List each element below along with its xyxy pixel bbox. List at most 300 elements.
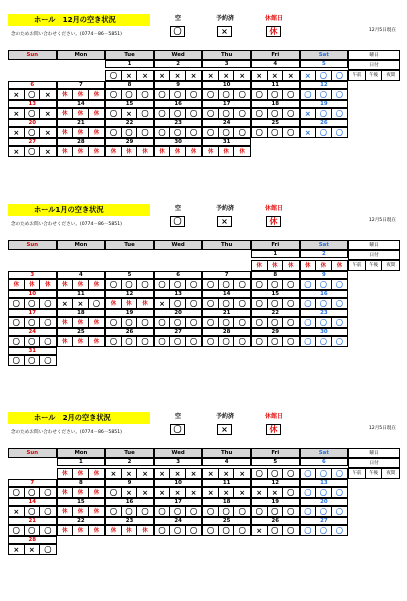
date-cell: 4 [251,60,300,68]
closed-mark: 休 [58,90,74,100]
date-cell [251,536,300,544]
date-cell: 2 [105,458,154,466]
slot-cell [202,336,251,347]
closed-mark: 休 [252,261,268,271]
month-title: ホール 12月の空き状況 [8,14,150,26]
slot-cell [57,468,106,479]
month-title: ホール 2月の空き状況 [8,412,150,424]
vacant-mark: 〇 [301,507,317,517]
side-date-label: 日付 [348,250,400,260]
vacant-mark: 〇 [203,90,219,100]
date-cell: 14 [57,100,106,108]
weekday-header: Sun [8,448,57,458]
vacant-mark: 〇 [170,280,186,290]
vacant-mark: 〇 [238,527,246,535]
weekday-header: Thu [202,50,251,60]
date-cell: 30 [154,138,203,146]
slot-cell [202,279,251,290]
date-cell: 6 [154,271,203,279]
vacant-mark: 〇 [141,281,149,289]
side-slot-labels [348,468,400,479]
date-cell [105,536,154,544]
closed-mark: 休 [58,318,74,328]
vacant-mark: 〇 [25,109,41,119]
vacant-mark: 〇 [268,337,284,347]
side-am-label: 午前 [349,261,366,271]
date-cell: 23 [105,517,154,525]
vacant-mark: 〇 [252,318,268,328]
contact-note: 念のためお問い合わせください。(0774－86－5851) [11,430,122,435]
vacant-mark: 〇 [106,109,122,119]
weekday-header: Mon [57,448,106,458]
vacant-mark: 〇 [190,281,198,289]
slot-cell [202,468,251,479]
weekday-header: Tue [105,240,154,250]
legend-closed-box: 休 [266,424,281,435]
reserved-mark: × [203,469,219,479]
slot-cell [105,317,154,328]
date-cell [57,60,106,68]
vacant-mark: 〇 [25,526,41,536]
closed-mark: 休 [142,301,148,307]
closed-mark: 休 [58,469,74,479]
closed-mark: 休 [122,147,138,157]
closed-mark: 休 [239,149,245,155]
vacant-mark: 〇 [155,526,171,536]
vacant-mark: 〇 [335,527,343,535]
slot-cell [300,89,349,100]
vacant-mark: 〇 [316,299,332,309]
vacant-mark: 〇 [25,356,41,366]
weekday-header: Fri [251,240,300,250]
weekday-header: Fri [251,448,300,458]
slot-cell [57,525,106,536]
date-cell: 5 [300,60,349,68]
vacant-mark: 〇 [316,71,332,81]
legend-closed-box: 休 [266,26,281,37]
vacant-mark: 〇 [252,299,268,309]
vacant-mark: 〇 [252,90,268,100]
vacant-mark: 〇 [301,526,317,536]
date-cell [300,536,349,544]
reserved-mark: × [219,71,235,81]
closed-mark: 休 [93,471,100,477]
vacant-mark: 〇 [252,280,268,290]
reserved-mark: × [44,148,51,156]
slot-cell [202,317,251,328]
reserved-mark: × [155,71,171,81]
legend-vacant-label: 空 [174,413,181,420]
vacant-mark: 〇 [219,109,235,119]
date-cell: 21 [8,517,57,525]
date-cell: 28 [57,138,106,146]
slot-cell [8,506,57,517]
reserved-mark: × [252,526,268,536]
closed-mark: 休 [73,337,89,347]
vacant-mark: 〇 [219,280,235,290]
weekday-header: Wed [154,448,203,458]
vacant-mark: 〇 [219,318,235,328]
slot-cell [251,336,300,347]
closed-mark: 休 [93,149,100,155]
date-cell: 25 [57,328,106,336]
slot-cell [57,317,106,328]
date-cell: 10 [8,290,57,298]
date-cell: 3 [202,60,251,68]
date-cell [154,250,203,258]
slot-cell [251,127,300,138]
slot-cell [105,336,154,347]
slot-cell [300,70,349,81]
vacant-mark: 〇 [287,300,295,308]
side-am-label: 午前 [349,469,366,479]
vacant-mark: 〇 [301,469,317,479]
slot-cell [57,336,106,347]
vacant-mark: 〇 [190,527,198,535]
date-cell [202,250,251,258]
legend-vacant-box: 〇 [170,424,185,435]
vacant-mark: 〇 [316,109,332,119]
reserved-mark: × [170,71,186,81]
slot-cell [202,525,251,536]
slot-cell [8,317,57,328]
vacant-mark: 〇 [219,526,235,536]
vacant-mark: 〇 [44,508,52,516]
date-cell [154,536,203,544]
date-cell: 19 [251,498,300,506]
availability-table [8,50,400,157]
vacant-mark: 〇 [316,507,332,517]
vacant-mark: 〇 [268,299,284,309]
reserved-mark: × [155,488,171,498]
vacant-mark: 〇 [25,337,41,347]
legend-closed-label: 休館日 [264,413,283,420]
side-pm-label: 午後 [366,469,383,479]
vacant-mark: 〇 [238,338,246,346]
weekday-header: Thu [202,448,251,458]
slot-cell [154,70,203,81]
date-cell: 22 [251,309,300,317]
vacant-mark: 〇 [44,527,52,535]
vacant-mark: 〇 [155,90,171,100]
vacant-mark: 〇 [268,526,284,536]
weekday-header: Sun [8,50,57,60]
date-cell: 6 [300,458,349,466]
reserved-mark: × [9,128,25,138]
closed-mark: 休 [93,111,100,117]
vacant-mark: 〇 [106,507,122,517]
slot-cell [300,336,349,347]
vacant-mark: 〇 [316,469,332,479]
reserved-mark: × [9,545,25,555]
closed-mark: 休 [58,109,74,119]
date-cell: 19 [300,100,349,108]
slot-cell [8,108,57,119]
vacant-mark: 〇 [238,110,246,118]
vacant-mark: 〇 [9,299,25,309]
reserved-mark: × [155,469,171,479]
vacant-mark: 〇 [9,356,25,366]
closed-mark: 休 [93,320,100,326]
weekday-header: Sat [300,448,349,458]
reserved-mark: × [268,71,284,81]
vacant-mark: 〇 [106,488,122,498]
vacant-mark: 〇 [122,337,138,347]
vacant-mark: 〇 [252,469,268,479]
date-cell: 19 [105,309,154,317]
side-am-label: 午前 [349,71,366,81]
legend-vacant-box: 〇 [170,26,185,37]
vacant-mark: 〇 [155,128,171,138]
side-date-label: 日付 [348,60,400,70]
vacant-mark: 〇 [316,526,332,536]
slot-cell [57,108,106,119]
vacant-mark: 〇 [25,128,41,138]
vacant-mark: 〇 [190,129,198,137]
vacant-mark: 〇 [170,90,186,100]
vacant-mark: 〇 [301,90,317,100]
date-cell: 16 [154,100,203,108]
slot-cell [154,279,203,290]
slot-cell [300,108,349,119]
date-cell: 29 [105,138,154,146]
vacant-mark: 〇 [122,128,138,138]
reserved-mark: × [142,72,148,80]
date-cell: 11 [202,479,251,487]
date-cell: 26 [105,328,154,336]
reserved-mark: × [122,109,138,119]
vacant-mark: 〇 [335,508,343,516]
date-cell [300,347,349,355]
reserved-mark: × [9,90,25,100]
reserved-mark: × [58,299,74,309]
reserved-mark: × [9,147,25,157]
vacant-mark: 〇 [25,147,41,157]
date-cell: 21 [57,119,106,127]
slot-cell [300,298,349,309]
reserved-mark: × [73,299,89,309]
weekday-header: Tue [105,50,154,60]
date-cell: 28 [8,536,57,544]
vacant-mark: 〇 [44,546,52,554]
vacant-mark: 〇 [238,319,246,327]
date-cell: 10 [202,81,251,89]
slot-cell [202,298,251,309]
date-cell: 24 [202,119,251,127]
vacant-mark: 〇 [44,300,52,308]
date-cell: 16 [105,498,154,506]
reserved-mark: × [301,71,317,81]
closed-mark: 休 [93,528,100,534]
closed-mark: 休 [58,147,74,157]
date-cell: 26 [251,517,300,525]
reserved-mark: × [268,488,284,498]
date-cell: 22 [105,119,154,127]
vacant-mark: 〇 [203,280,219,290]
vacant-mark: 〇 [190,91,198,99]
vacant-mark: 〇 [44,319,52,327]
closed-mark: 休 [93,282,100,288]
date-cell: 10 [154,479,203,487]
closed-mark: 休 [93,339,100,345]
legend-vacant-label: 空 [174,15,181,22]
closed-mark: 休 [73,526,89,536]
slot-cell [105,525,154,536]
date-cell: 7 [8,479,57,487]
legend-reserved-box: × [217,424,232,435]
slot-cell [57,506,106,517]
vacant-mark: 〇 [106,90,122,100]
slot-cell [57,279,106,290]
reserved-mark: × [203,488,219,498]
closed-mark: 休 [106,299,122,309]
vacant-mark: 〇 [170,507,186,517]
reserved-mark: × [122,469,138,479]
slot-cell [202,146,251,157]
date-cell [105,250,154,258]
slot-cell [202,127,251,138]
date-cell: 31 [8,347,57,355]
vacant-mark: 〇 [106,71,122,81]
slot-cell [202,487,251,498]
date-cell: 7 [57,81,106,89]
slot-cell [251,70,300,81]
vacant-mark: 〇 [287,110,295,118]
closed-mark: 休 [122,526,138,536]
vacant-mark: 〇 [25,299,41,309]
slot-cell [154,89,203,100]
date-cell: 27 [154,328,203,336]
weekday-header: Wed [154,240,203,250]
vacant-mark: 〇 [287,338,295,346]
date-cell: 17 [8,309,57,317]
vacant-mark: 〇 [190,300,198,308]
side-slot-labels [348,70,400,81]
date-cell: 23 [154,119,203,127]
vacant-mark: 〇 [335,470,343,478]
slot-cell [57,487,106,498]
reserved-mark: × [44,110,51,118]
slot-cell [300,468,349,479]
vacant-mark: 〇 [335,72,343,80]
slot-cell [202,108,251,119]
closed-mark: 休 [336,263,343,269]
reserved-mark: × [25,545,41,555]
vacant-mark: 〇 [203,318,219,328]
contact-note: 念のためお問い合わせください。(0774－86－5851) [11,222,122,227]
date-cell: 20 [300,498,349,506]
date-cell: 3 [8,271,57,279]
vacant-mark: 〇 [141,508,149,516]
date-cell: 25 [202,517,251,525]
vacant-mark: 〇 [268,109,284,119]
reserved-mark: × [301,128,317,138]
date-cell: 20 [154,309,203,317]
slot-cell [300,317,349,328]
date-cell: 24 [154,517,203,525]
closed-mark: 休 [45,282,51,288]
legend-closed-box: 休 [266,216,281,227]
vacant-mark: 〇 [155,318,171,328]
slot-cell [154,108,203,119]
vacant-mark: 〇 [268,318,284,328]
closed-mark: 休 [93,490,100,496]
side-date-label: 日付 [348,458,400,468]
slot-cell [105,108,154,119]
date-cell: 8 [251,271,300,279]
as-of-date: 12月5日現在 [368,426,396,431]
vacant-mark: 〇 [252,109,268,119]
reserved-mark: × [44,129,51,137]
date-cell: 22 [57,517,106,525]
slot-cell [251,525,300,536]
slot-cell [154,487,203,498]
reserved-mark: × [239,72,246,80]
vacant-mark: 〇 [335,338,343,346]
closed-mark: 休 [58,128,74,138]
legend-reserved-box: × [217,216,232,227]
vacant-mark: 〇 [203,299,219,309]
reserved-mark: × [252,71,268,81]
date-cell: 29 [251,328,300,336]
vacant-mark: 〇 [316,318,332,328]
reserved-mark: × [301,109,317,119]
vacant-mark: 〇 [106,337,122,347]
slot-cell [300,487,349,498]
vacant-mark: 〇 [155,507,171,517]
slot-cell [251,506,300,517]
weekday-header: Wed [154,50,203,60]
date-cell: 16 [300,290,349,298]
vacant-mark: 〇 [287,527,295,535]
vacant-mark: 〇 [155,280,171,290]
vacant-mark: 〇 [268,507,284,517]
slot-cell [154,317,203,328]
vacant-mark: 〇 [301,318,317,328]
date-cell: 7 [202,271,251,279]
vacant-mark: 〇 [9,337,25,347]
vacant-mark: 〇 [190,508,198,516]
vacant-mark: 〇 [203,337,219,347]
vacant-mark: 〇 [316,488,332,498]
date-cell [105,347,154,355]
reserved-mark: × [106,469,122,479]
availability-table [8,240,400,366]
date-cell: 30 [300,328,349,336]
vacant-mark: 〇 [190,110,198,118]
date-cell [57,536,106,544]
date-cell [8,60,57,68]
vacant-mark: 〇 [252,128,268,138]
reserved-mark: × [155,299,171,309]
date-cell [251,138,300,146]
date-cell: 9 [154,81,203,89]
slot-cell [8,146,57,157]
date-cell [251,347,300,355]
date-cell: 3 [154,458,203,466]
vacant-mark: 〇 [170,318,186,328]
vacant-mark: 〇 [122,318,138,328]
vacant-mark: 〇 [25,488,41,498]
reserved-mark: × [190,470,197,478]
vacant-mark: 〇 [238,129,246,137]
reserved-mark: × [9,507,25,517]
weekday-header: Fri [251,50,300,60]
vacant-mark: 〇 [170,128,186,138]
slot-cell [251,279,300,290]
vacant-mark: 〇 [287,489,295,497]
vacant-mark: 〇 [335,91,343,99]
